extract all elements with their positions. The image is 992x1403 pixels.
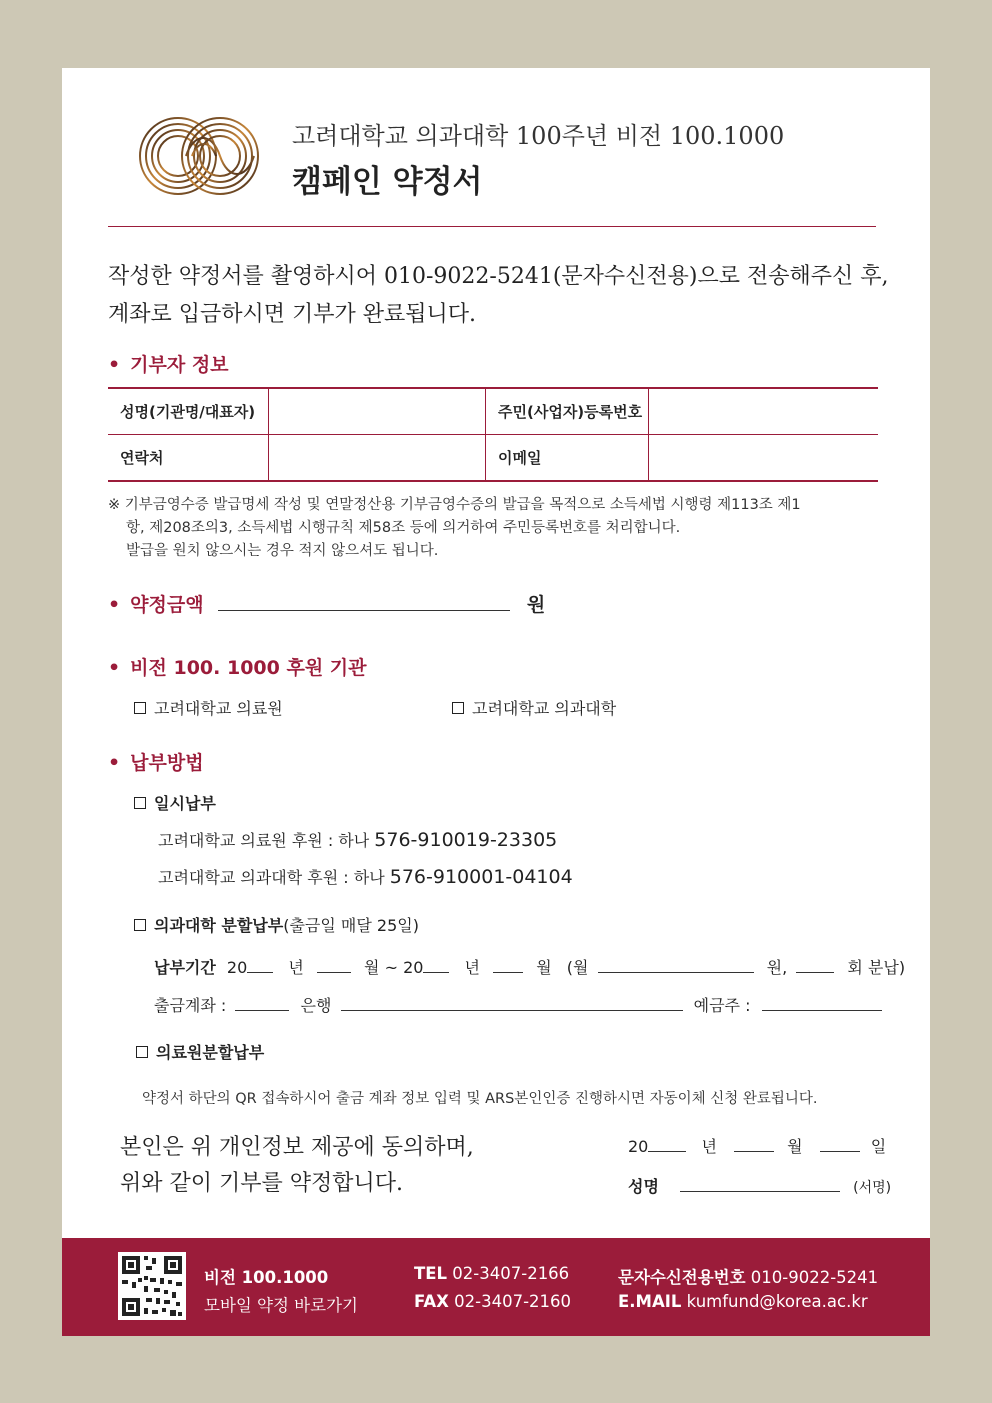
intro-line-1: 작성한 약정서를 촬영하시어 010-9022-5241(문자수신전용)으로 전송해주신 후, (108, 264, 889, 289)
start-month-field[interactable] (317, 972, 351, 973)
email-field[interactable] (649, 435, 879, 482)
mobile-pledge-link[interactable]: 모바일 약정 바로가기 (204, 1296, 358, 1315)
amount-unit: 원 (526, 594, 546, 616)
amount-section: • 약정금액 원 (108, 594, 546, 616)
contact-field[interactable] (269, 435, 486, 482)
payment-section-heading: • 납부방법 (108, 752, 204, 774)
account-holder-field[interactable] (762, 1010, 882, 1011)
form-subtitle: 고려대학교 의과대학 100주년 비전 100.1000 (292, 122, 785, 150)
start-year-field[interactable] (247, 972, 273, 973)
option-medical-college[interactable]: 고려대학교 의과대학 (452, 696, 616, 719)
id-number-label: 주민(사업자)등록번호 (486, 388, 649, 435)
pledge-month-field[interactable] (734, 1151, 774, 1152)
bank-name-field[interactable] (235, 1010, 289, 1011)
installment-count-field[interactable] (796, 972, 834, 973)
account-number-field[interactable] (341, 1010, 683, 1011)
empty-checkbox-icon[interactable] (134, 919, 146, 931)
hospital-installment-option[interactable]: 의료원분할납부 (136, 1040, 264, 1063)
monthly-amount-field[interactable] (598, 972, 754, 973)
footer-sms: 문자수신전용번호 010-9022-5241 (618, 1268, 879, 1287)
signature-row: 성명 (서명) (628, 1177, 892, 1196)
institution-section-heading: • 비전 100. 1000 후원 기관 (108, 657, 367, 679)
installment-option[interactable]: 의과대학 분할납부(출금일 매달 25일) (134, 913, 419, 936)
amount-heading: 약정금액 (130, 594, 204, 616)
header-divider (108, 226, 876, 227)
table-row (108, 388, 878, 435)
footer-email: E.MAIL kumfund@korea.ac.kr (618, 1292, 868, 1311)
footer-brand: 비전 100.1000 (204, 1268, 329, 1287)
empty-checkbox-icon[interactable] (134, 702, 146, 714)
anniversary-logo-icon (116, 112, 264, 200)
donor-section-heading: • 기부자 정보 (108, 354, 229, 376)
end-year-field[interactable] (423, 972, 449, 973)
name-label: 성명(기관명/대표자) (108, 388, 269, 435)
hospital-installment-desc: 약정서 하단의 QR 접속하시어 출금 계좌 정보 입력 및 ARS본인인증 진행하시면 자동이체 신청 완료됩니다. (142, 1091, 818, 1107)
amount-field[interactable] (218, 610, 510, 611)
footer-fax: FAX 02-3407-2160 (414, 1292, 572, 1311)
footer (62, 1238, 930, 1336)
privacy-note: ※ 기부금영수증 발급명세 작성 및 연말정산용 기부금영수증의 발급을 목적으로 소득세법 시행령 제113조 제1 항, 제208조의3, 소득세법 시행규칙 제58조 등에 의거하여 주민등록번호를 처리합니다. 발급을 원치 않으시는 경우 적지 않으셔도 됩니다. (108, 497, 801, 559)
qr-code-icon[interactable] (118, 1252, 186, 1320)
pledge-day-field[interactable] (820, 1151, 860, 1152)
intro-text (108, 258, 898, 334)
account-medical-college: 고려대학교 의과대학 후원 : 하나 576-910001-04104 (158, 866, 573, 888)
intro-line-2: 계좌로 입금하시면 기부가 완료됩니다. (108, 302, 477, 327)
option-medical-center[interactable]: 고려대학교 의료원 (134, 696, 283, 719)
form-title: 캠페인 약정서 (292, 164, 483, 200)
signature-field[interactable] (680, 1191, 840, 1192)
lump-sum-option[interactable]: 일시납부 (134, 791, 216, 814)
empty-checkbox-icon[interactable] (134, 797, 146, 809)
pledge-year-field[interactable] (648, 1151, 686, 1152)
withdrawal-account-row: 출금계좌 : 은행 예금주 : (154, 993, 882, 1016)
email-label: 이메일 (486, 435, 649, 482)
pledge-date-row: 20 년 월 일 (628, 1137, 887, 1156)
empty-checkbox-icon[interactable] (136, 1046, 148, 1058)
donor-info-table (108, 387, 878, 482)
footer-tel: TEL 02-3407-2166 (414, 1264, 570, 1283)
pledge-form (62, 68, 930, 1336)
empty-checkbox-icon[interactable] (452, 702, 464, 714)
id-number-field[interactable] (649, 388, 879, 435)
end-month-field[interactable] (493, 972, 523, 973)
pledge-statement: 본인은 위 개인정보 제공에 동의하며, 위와 같이 기부를 약정합니다. (120, 1135, 474, 1196)
installment-period-row: 납부기간 20 년 월 ~ 20 년 월 (월 원, 회 분납) (154, 958, 906, 977)
name-field[interactable] (269, 388, 486, 435)
account-medical-center: 고려대학교 의료원 후원 : 하나 576-910019-23305 (158, 829, 558, 851)
contact-label: 연락처 (108, 435, 269, 482)
table-row (108, 435, 878, 482)
